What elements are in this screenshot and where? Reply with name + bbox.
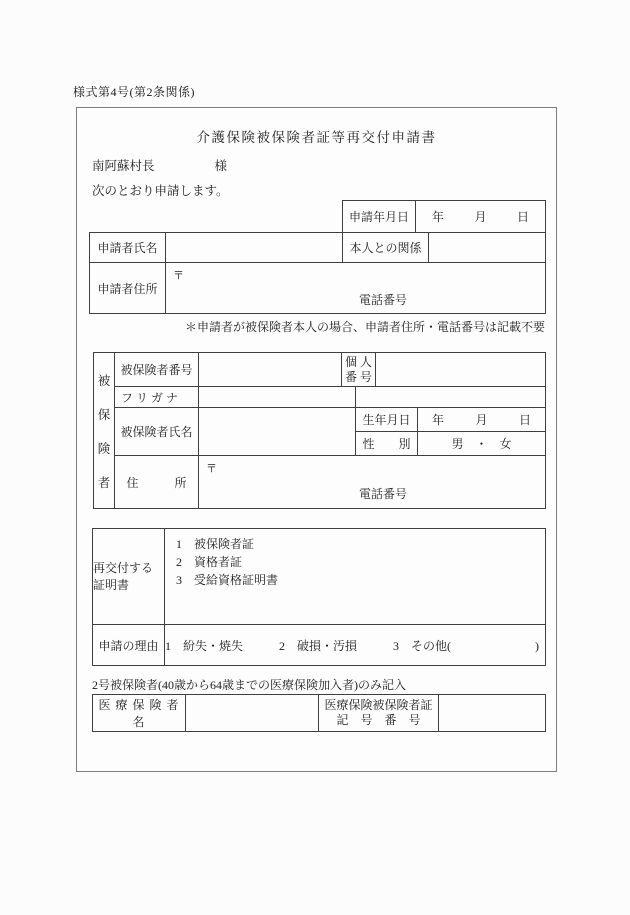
insured-address-label: 住 所	[115, 456, 199, 509]
insured-number-label: 被保険者番号	[115, 353, 199, 387]
vertical-char: 被	[97, 373, 111, 388]
insured-name-field[interactable]	[199, 408, 356, 456]
reissue-certificate-label	[93, 529, 165, 625]
insured-address-row	[94, 456, 546, 509]
vertical-char: 険	[97, 441, 111, 456]
reissue-option-3[interactable]: 3 受給資格証明書	[176, 573, 279, 587]
medical-insurer-row	[93, 695, 546, 732]
insured-number-boxes	[199, 353, 342, 387]
insured-name-label: 被保険者氏名	[115, 408, 199, 456]
reason-row	[93, 625, 546, 666]
postal-mark: 〒	[173, 270, 184, 282]
insured-address-field[interactable]	[199, 456, 546, 509]
year-label: 年	[432, 413, 445, 427]
application-date-table	[342, 200, 546, 233]
intro-text: 次のとおり申請します。	[92, 184, 229, 198]
sex-choice[interactable]: 男 ・ 女	[418, 432, 546, 456]
addressee-line	[92, 156, 227, 174]
medical-insurance-table	[92, 694, 546, 732]
applicant-phone-label: 電話番号	[359, 293, 408, 307]
medical-cert-number-field[interactable]	[439, 695, 546, 732]
self-applicant-note: ＊申請者が被保険者本人の場合、申請者住所・電話番号は記載不要	[184, 320, 545, 334]
application-date-label: 申請年月日	[343, 201, 416, 233]
reissue-certificate-row	[93, 529, 546, 625]
second-insured-note: 2号被保険者(40歳から64歳までの医療保険加入者)のみ記入	[92, 678, 406, 692]
year-label: 年	[432, 210, 445, 224]
medical-cert-label-line1: 医療保険被保険者証	[324, 698, 433, 712]
postal-mark: 〒	[206, 463, 217, 475]
birthdate-field[interactable]	[418, 408, 546, 432]
applicant-name-field[interactable]	[166, 233, 343, 263]
applicant-table	[89, 232, 546, 314]
applicant-address-row	[90, 263, 546, 314]
application-date-field[interactable]	[416, 201, 546, 233]
personal-number-boxes	[376, 353, 546, 387]
addressee-name: 南阿蘇村長	[92, 159, 155, 173]
applicant-address-field[interactable]	[166, 263, 546, 314]
furigana-row	[94, 387, 546, 408]
sex-label: 性 別	[356, 432, 418, 456]
insured-vertical-label	[94, 353, 115, 509]
form-number: 様式第4号(第2条関係)	[73, 85, 195, 99]
insured-phone-label: 電話番号	[359, 487, 408, 501]
reissue-option-2[interactable]: 2 資格者証	[176, 555, 243, 569]
relationship-label: 本人との関係	[343, 233, 429, 263]
insured-number-row	[94, 353, 546, 387]
medical-cert-number-label	[319, 695, 439, 732]
personal-number-label-line2: 番 号	[345, 369, 373, 384]
addressee-honorific: 様	[214, 159, 228, 173]
month-label: 月	[475, 413, 488, 427]
empty-cell	[356, 387, 546, 408]
reissue-options-cell[interactable]	[165, 529, 546, 625]
personal-number-label-line1: 個 人	[345, 354, 373, 369]
reissue-option-1[interactable]: 1 被保険者証	[176, 537, 255, 551]
month-label: 月	[474, 210, 487, 224]
reissue-label-line1: 再交付する	[93, 560, 154, 575]
furigana-field[interactable]	[199, 387, 356, 408]
reissue-label-line2: 証明書	[93, 577, 130, 592]
applicant-name-label: 申請者氏名	[90, 233, 166, 263]
medical-insurer-label: 医 療 保 険 者 名	[93, 695, 186, 732]
insured-name-row	[94, 408, 546, 432]
birthdate-label: 生年月日	[356, 408, 418, 432]
vertical-char: 者	[97, 475, 111, 490]
day-label: 日	[518, 413, 531, 427]
applicant-name-row	[90, 233, 546, 263]
applicant-address-label: 申請者住所	[90, 263, 166, 314]
medical-cert-label-line2: 記 号 番 号	[336, 713, 421, 727]
form-title: 介護保険被保険者証等再交付申請書	[196, 130, 437, 145]
insured-table	[93, 352, 546, 509]
reason-label: 申請の理由	[93, 625, 165, 666]
day-label: 日	[516, 210, 529, 224]
relationship-field[interactable]	[429, 233, 546, 263]
personal-number-label	[342, 353, 376, 387]
medical-insurer-field[interactable]	[186, 695, 319, 732]
reason-options[interactable]: 1 紛失・焼失 2 破損・汚損 3 その他( )	[165, 625, 546, 666]
reissue-table	[92, 528, 546, 666]
furigana-label: フ リ ガ ナ	[115, 387, 199, 408]
vertical-char: 保	[97, 407, 111, 422]
